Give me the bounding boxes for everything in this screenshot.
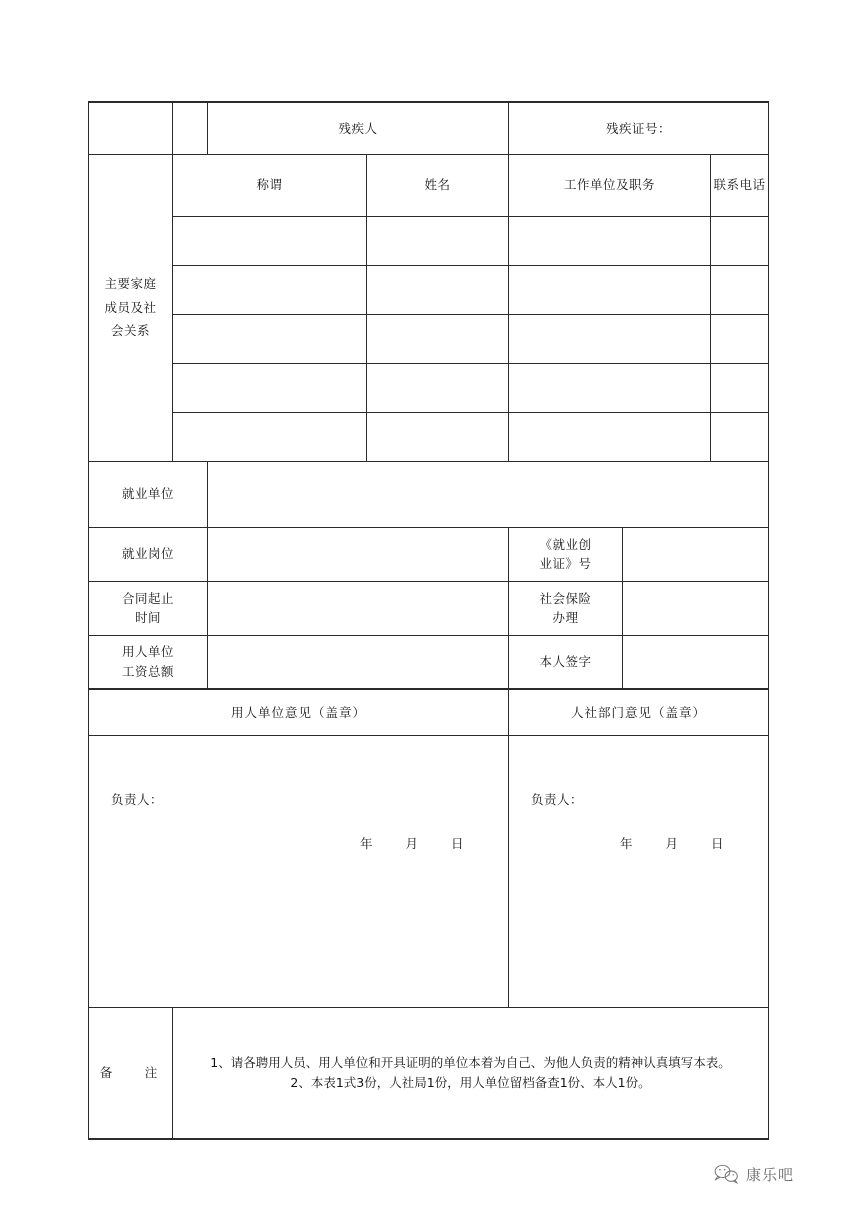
contract-period-input[interactable]	[208, 581, 509, 635]
employment-certificate-label-line-2: 业证》号	[539, 556, 592, 571]
contract-period-label-line-2: 时间	[134, 610, 161, 625]
hr-date-line	[606, 834, 738, 853]
employment-record-form-table	[88, 101, 769, 1140]
contract-period-label-cell	[89, 581, 208, 635]
column-header-relation: 称谓	[173, 154, 367, 216]
family-relation-input[interactable]	[173, 314, 367, 363]
total-wage-row	[89, 635, 769, 689]
hr-opinion-area[interactable]	[509, 735, 769, 1007]
employment-position-row	[89, 527, 769, 581]
employment-unit-label-cell	[89, 461, 208, 527]
self-signature-label: 本人签字	[539, 654, 592, 670]
family-relation-input[interactable]	[173, 265, 367, 314]
family-section-label-cell	[89, 154, 173, 461]
family-workplace-input[interactable]	[509, 265, 711, 314]
family-relation-input[interactable]	[173, 363, 367, 412]
disabled-person-label: 残疾人	[338, 120, 378, 136]
social-insurance-input[interactable]	[623, 581, 769, 635]
total-wage-label-cell	[89, 635, 208, 689]
family-phone-input[interactable]	[711, 363, 769, 412]
social-insurance-label-line-1: 社会保险	[539, 590, 592, 606]
contract-period-label-line-1: 合同起止	[121, 590, 174, 606]
employment-position-label-cell	[89, 527, 208, 581]
employment-certificate-input[interactable]	[623, 527, 769, 581]
employer-opinion-area[interactable]	[89, 735, 509, 1007]
total-wage-label-line-1: 用人单位	[121, 644, 174, 660]
family-relation-input[interactable]	[173, 412, 367, 461]
family-member-row	[89, 265, 769, 314]
disability-certificate-no-cell[interactable]	[509, 102, 769, 154]
disabled-person-label-cell	[208, 102, 509, 154]
family-member-row	[89, 363, 769, 412]
family-workplace-input[interactable]	[509, 216, 711, 265]
header-blank-cell-left	[89, 102, 173, 154]
notes-label: 备 注	[99, 1065, 168, 1081]
employer-opinion-heading: 用人单位意见（盖章）	[89, 689, 509, 735]
disability-certificate-no-label: 残疾证号：	[606, 120, 672, 136]
family-section-label-line-2: 成员及社	[104, 299, 157, 315]
family-phone-input[interactable]	[711, 314, 769, 363]
header-row	[89, 102, 769, 154]
employer-date-month: 月	[405, 835, 419, 851]
notes-item: 1、请各聘用人员、用人单位和开具证明的单位本着为自己、为他人负责的精神认真填写本表。	[210, 1055, 731, 1071]
total-wage-input[interactable]	[208, 635, 509, 689]
employment-position-label: 就业岗位	[121, 546, 174, 562]
wechat-icon	[713, 1163, 739, 1185]
family-name-input[interactable]	[367, 412, 509, 461]
family-name-input[interactable]	[367, 265, 509, 314]
hr-responsible-person-label: 负责人：	[531, 791, 584, 807]
opinion-heading-row	[89, 689, 769, 735]
family-workplace-input[interactable]	[509, 363, 711, 412]
family-workplace-input[interactable]	[509, 314, 711, 363]
social-insurance-label-cell	[509, 581, 623, 635]
family-name-input[interactable]	[367, 314, 509, 363]
family-section-label-line-3: 会关系	[110, 323, 150, 339]
family-section-label-line-1: 主要家庭	[104, 275, 157, 291]
notes-row	[89, 1007, 769, 1139]
family-member-row	[89, 412, 769, 461]
family-name-input[interactable]	[367, 363, 509, 412]
family-relation-input[interactable]	[173, 216, 367, 265]
hr-opinion-heading: 人社部门意见（盖章）	[509, 689, 769, 735]
column-header-name: 姓名	[367, 154, 509, 216]
family-member-row	[89, 314, 769, 363]
employment-unit-input[interactable]	[208, 461, 769, 527]
employer-responsible-person-label: 负责人：	[111, 791, 164, 807]
notes-item: 2、本表1式3份，人社局1份，用人单位留档备查1份、本人1份。	[290, 1074, 651, 1090]
employment-unit-label: 就业单位	[121, 486, 174, 502]
family-phone-input[interactable]	[711, 412, 769, 461]
family-phone-input[interactable]	[711, 265, 769, 314]
family-phone-input[interactable]	[711, 216, 769, 265]
hr-date-month: 月	[665, 835, 679, 851]
self-signature-input[interactable]	[623, 635, 769, 689]
opinion-signature-row	[89, 735, 769, 1007]
employer-date-year: 年	[360, 835, 374, 851]
self-signature-label-cell	[509, 635, 623, 689]
notes-label-cell	[89, 1007, 173, 1139]
family-member-row	[89, 216, 769, 265]
family-workplace-input[interactable]	[509, 412, 711, 461]
employment-unit-row	[89, 461, 769, 527]
header-blank-cell-sub	[173, 102, 208, 154]
total-wage-label-line-2: 工资总额	[121, 663, 174, 679]
column-header-workplace-position: 工作单位及职务	[509, 154, 711, 216]
social-insurance-label-line-2: 办理	[552, 610, 579, 625]
hr-date-day: 日	[711, 835, 725, 851]
notes-body-cell	[173, 1007, 769, 1139]
contract-period-row	[89, 581, 769, 635]
employer-date-line	[346, 834, 478, 853]
employer-date-day: 日	[451, 835, 465, 851]
employment-certificate-label-line-1: 《就业创	[539, 536, 592, 552]
hr-date-year: 年	[620, 835, 634, 851]
family-name-input[interactable]	[367, 216, 509, 265]
employment-position-input[interactable]	[208, 527, 509, 581]
employment-certificate-label-cell	[509, 527, 623, 581]
family-columns-header-row	[89, 154, 769, 216]
column-header-phone: 联系电话	[711, 154, 769, 216]
footer-brand	[713, 1163, 794, 1185]
brand-name: 康乐吧	[746, 1165, 795, 1184]
